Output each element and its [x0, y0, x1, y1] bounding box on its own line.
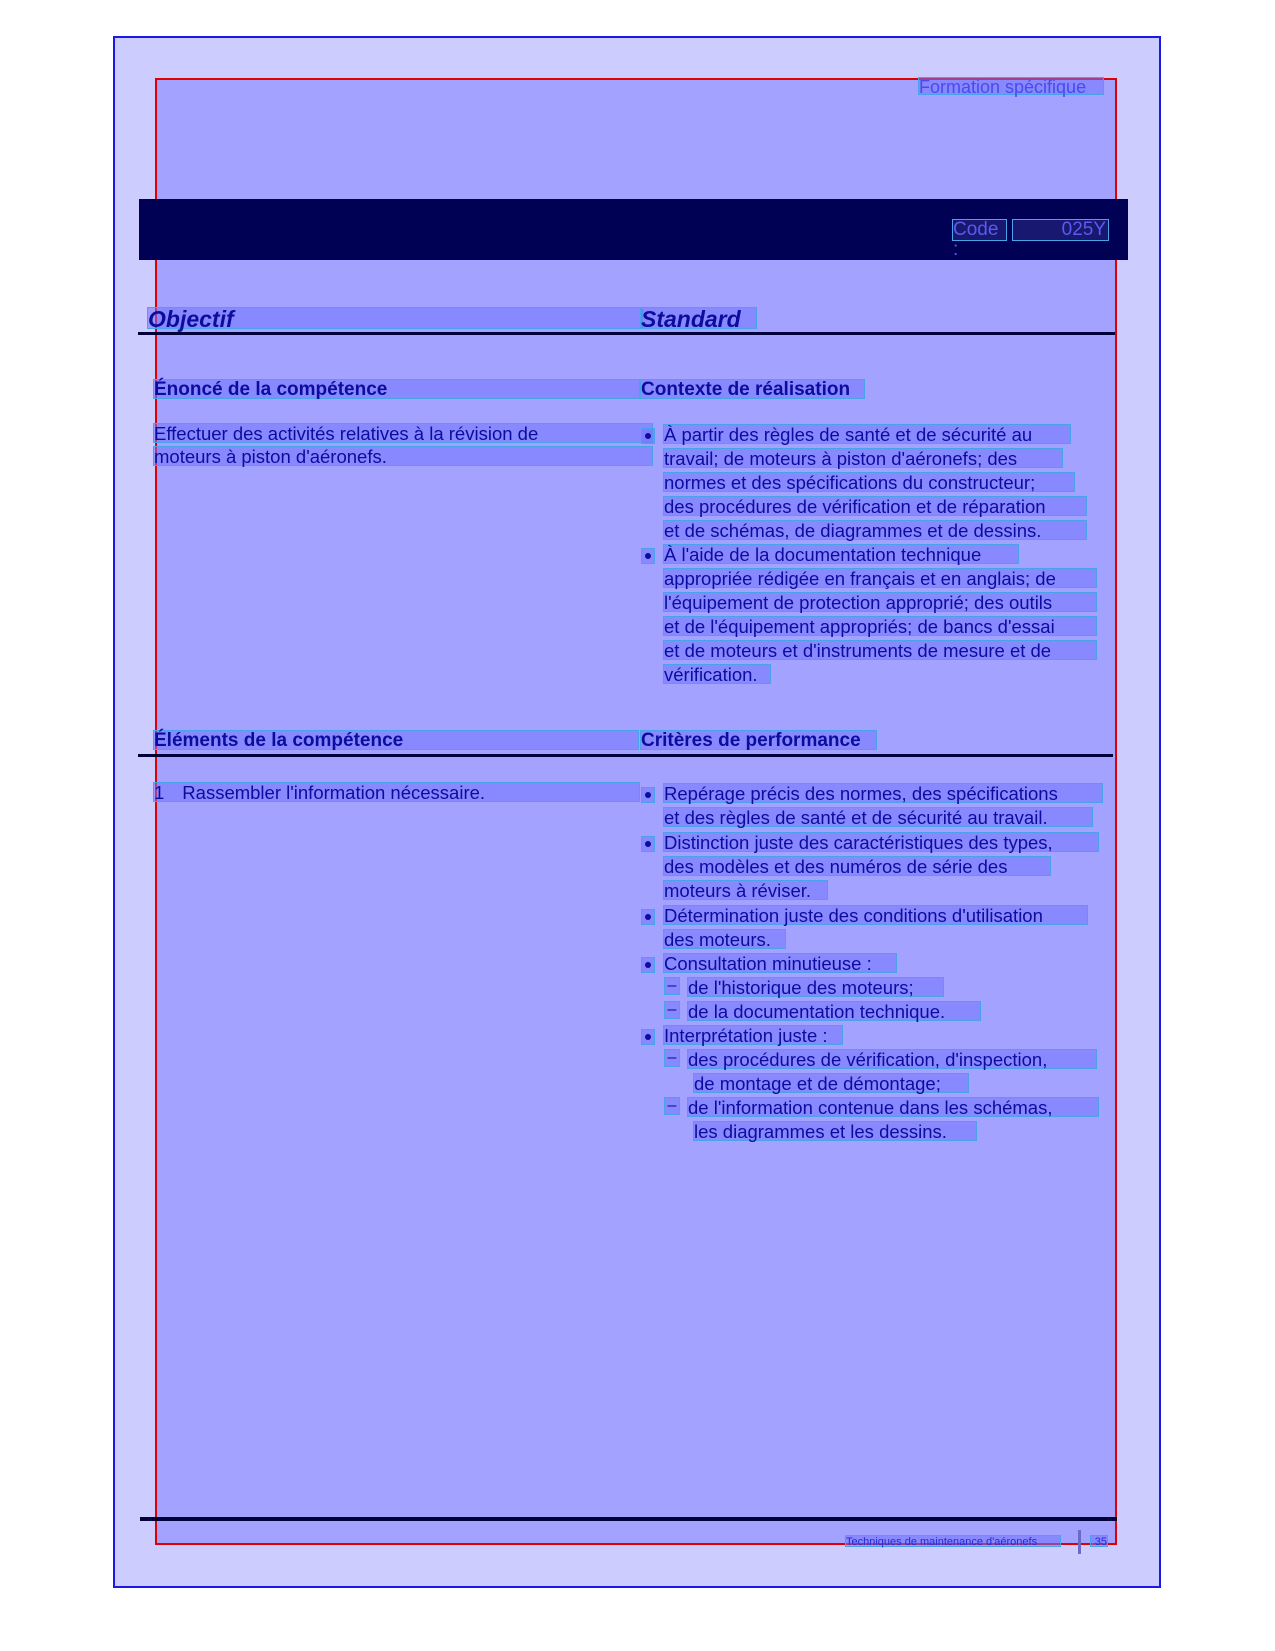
page-number: 35: [1090, 1535, 1108, 1547]
enonce-line: moteurs à piston d'aéronefs.: [153, 446, 653, 466]
contexte-line: des procédures de vérification et de réparation: [663, 496, 1087, 516]
bullet-marker: [641, 548, 655, 564]
objectif-heading: Objectif: [147, 307, 643, 329]
critere-line: de montage et de démontage;: [693, 1073, 969, 1093]
critere-line: moteurs à réviser.: [663, 880, 828, 900]
element-number: 1: [154, 782, 165, 803]
criteres-heading: Critères de performance: [640, 730, 877, 750]
critere-line: et des règles de santé et de sécurité au travail.: [663, 807, 1093, 827]
dash-marker: –: [664, 1049, 680, 1067]
dash-marker: –: [664, 977, 680, 995]
bullet-marker: [641, 909, 655, 925]
dash-marker: –: [664, 1097, 680, 1115]
contexte-heading: Contexte de réalisation: [640, 379, 865, 399]
contexte-line: À l'aide de la documentation technique: [663, 544, 1019, 564]
formation-label: Formation spécifique: [918, 77, 1104, 95]
critere-line: Repérage précis des normes, des spécifications: [663, 783, 1103, 803]
critere-line: Consultation minutieuse :: [663, 953, 897, 973]
standard-heading: Standard: [640, 307, 757, 329]
contexte-line: À partir des règles de santé et de sécurité au: [663, 424, 1071, 444]
footer-rule: [140, 1517, 1117, 1521]
bullet-marker: [641, 428, 655, 444]
elements-heading: Éléments de la compétence: [153, 730, 639, 750]
section-rule: [138, 332, 1115, 335]
contexte-line: l'équipement de protection approprié; des outils: [663, 592, 1097, 612]
footer-program: Techniques de maintenance d'aéronefs: [845, 1535, 1061, 1547]
elements-rule: [138, 754, 1113, 757]
bullet-marker: [641, 1029, 655, 1045]
contexte-line: normes et des spécifications du constructeur;: [663, 472, 1075, 492]
element-item: [153, 782, 640, 802]
element-text: Rassembler l'information nécessaire.: [182, 782, 486, 803]
contexte-line: travail; de moteurs à piston d'aéronefs; des: [663, 448, 1063, 468]
footer-separator: [1078, 1530, 1081, 1554]
enonce-line: Effectuer des activités relatives à la révision de: [153, 423, 653, 443]
contexte-line: et de moteurs et d'instruments de mesure et de: [663, 640, 1097, 660]
bullet-marker: [641, 957, 655, 973]
critere-line: les diagrammes et les dessins.: [693, 1121, 977, 1141]
bullet-marker: [641, 787, 655, 803]
critere-line: Distinction juste des caractéristiques des types,: [663, 832, 1099, 852]
critere-line: de l'information contenue dans les schémas,: [687, 1097, 1099, 1117]
critere-line: des moteurs.: [663, 929, 786, 949]
critere-line: de la documentation technique.: [687, 1001, 981, 1021]
critere-line: de l'historique des moteurs;: [687, 977, 944, 997]
enonce-heading: Énoncé de la compétence: [153, 379, 640, 399]
critere-line: des procédures de vérification, d'inspection,: [687, 1049, 1097, 1069]
critere-line: des modèles et des numéros de série des: [663, 856, 1051, 876]
dash-marker: –: [664, 1001, 680, 1019]
contexte-line: et de schémas, de diagrammes et de dessins.: [663, 520, 1087, 540]
contexte-line: et de l'équipement appropriés; de bancs d'essai: [663, 616, 1097, 636]
critere-line: Détermination juste des conditions d'utilisation: [663, 905, 1088, 925]
contexte-line: vérification.: [663, 664, 771, 684]
bullet-marker: [641, 836, 655, 852]
contexte-line: appropriée rédigée en français et en anglais; de: [663, 568, 1097, 588]
code-label: Code :: [952, 219, 1007, 241]
critere-line: Interprétation juste :: [663, 1025, 843, 1045]
code-value: 025Y: [1012, 219, 1109, 241]
